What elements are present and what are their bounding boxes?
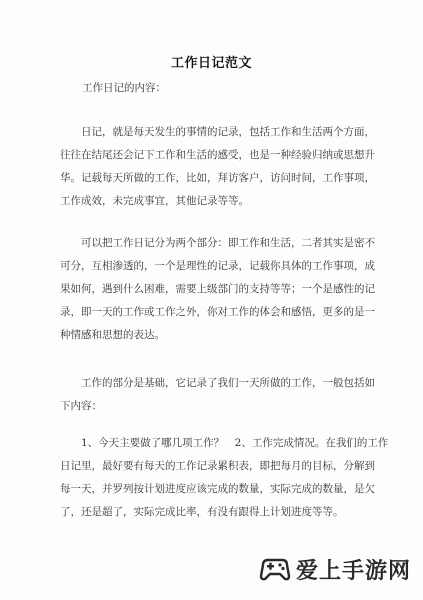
paragraph-line: 果如何，遇到什么困难，需要上级部门的支持等等；一个是感性的记 [60, 283, 375, 295]
paragraph-2 [60, 232, 375, 347]
paragraph-line: 种情感和思想的表达。 [60, 329, 165, 341]
paragraph-line: 1、今天主要做了哪几项工作？ 2、工作完成情况。在我们的工作 [81, 437, 389, 449]
paragraph-line: 可分，互相渗透的，一个是理性的记录，记载你具体的工作事项，成 [60, 260, 375, 272]
gamepad-logo-icon [258, 552, 292, 586]
document-subtitle: 工作日记的内容： [82, 82, 166, 94]
paragraph-line: 日记里，最好要有每天的工作记录累积表，即把每月的目标，分解到 [60, 460, 375, 472]
paragraph-line: 工作的部分是基础，它记录了我们一天所做的工作，一般包括如 [81, 377, 375, 389]
paragraph-line: 了，还是超了，实际完成比率，有没有跟得上计划进度等等。 [60, 506, 344, 518]
paragraph-4 [60, 432, 389, 524]
watermark-text: 爱上手游网 [295, 558, 411, 584]
paragraph-line: 日记，就是每天发生的事情的记录，包括工作和生活两个方面， [81, 126, 375, 138]
paragraph-line: 工作成效，未完成事宜，其他记录等等。 [60, 195, 249, 207]
watermark [258, 552, 411, 586]
paragraph-3 [60, 372, 375, 418]
paragraph-line: 每一天，并罗列按计划进度应该完成的数量，实际完成的数量，是欠 [60, 483, 375, 495]
paragraph-line: 下内容： [60, 400, 102, 412]
paragraph-line: 可以把工作日记分为两个部分：即工作和生活，二者其实是密不 [81, 237, 375, 249]
document-title: 工作日记范文 [170, 56, 252, 71]
paragraph-line: 往往在结尾还会记下工作和生活的感受，也是一种经验归纳或思想升 [60, 149, 375, 161]
paragraph-line: 录，即一天的工作或工作之外，你对工作的体会和感悟，更多的是一 [60, 306, 375, 318]
paragraph-1 [60, 121, 375, 213]
paragraph-line: 华。记载每天所做的工作，比如，拜访客户，访问时间，工作事项， [60, 172, 375, 184]
